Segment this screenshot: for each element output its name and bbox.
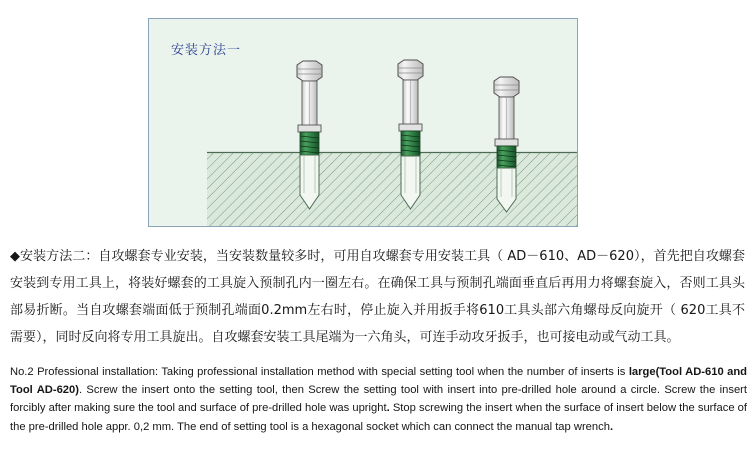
chinese-instructions-paragraph: ◆安装方法二：自攻螺套专业安装，当安装数量较多时，可用自攻螺套专用安装工具（ AD－610、AD－620），首先把自攻螺套安装到专用工具上，将装好螺套的工具旋入预制孔内一圈左右。在确保工具与预制孔端面垂直后再用力将螺套旋入，否则工具头部易折断。当自攻螺套端面低于预制孔端面0.2mm左右时，停止旋入并用扳手将610工具头部六角螺母反向旋开（ 620工具不需要），同时反向将专用工具旋出。自攻螺套安装工具尾端为一六角头，可连手动攻牙扳手，也可接电动或气动工具。 — [10, 249, 745, 345]
english-text-segment-2: large(Tool AD-610 and Tool AD-620) — [10, 366, 748, 397]
english-text-segment-5: Stop screwing the insert when the surface of insert below the surface of the pre-drilled hole appr. 0,2 mm. The end of setting tool is a hexagonal socket which can connect the manual tap wrench — [10, 402, 748, 433]
english-text-segment-3: . Screw the insert onto the setting tool, then Screw the setting tool with insert into pre-drilled hole around a circle. Screw the insert forcibly after making sure the tool and surface of pre-drilled hole was upright — [10, 384, 747, 415]
base-material — [207, 152, 577, 226]
stage-1-assembly — [398, 60, 423, 209]
installation-figure — [148, 18, 578, 227]
stage-2-assembly — [494, 77, 519, 212]
english-text-segment-6: . — [609, 420, 614, 433]
english-text-segment-1: No.2 Professional installation: Taking professional installation method with special setting tool when the number of inserts is — [10, 366, 629, 378]
english-instructions-paragraph — [10, 363, 747, 436]
installation-figure-container — [148, 18, 578, 227]
stage-3-assembly — [297, 61, 322, 209]
english-text-segment-4: . — [386, 402, 390, 415]
figure-caption: 安装方法一 — [171, 43, 242, 58]
